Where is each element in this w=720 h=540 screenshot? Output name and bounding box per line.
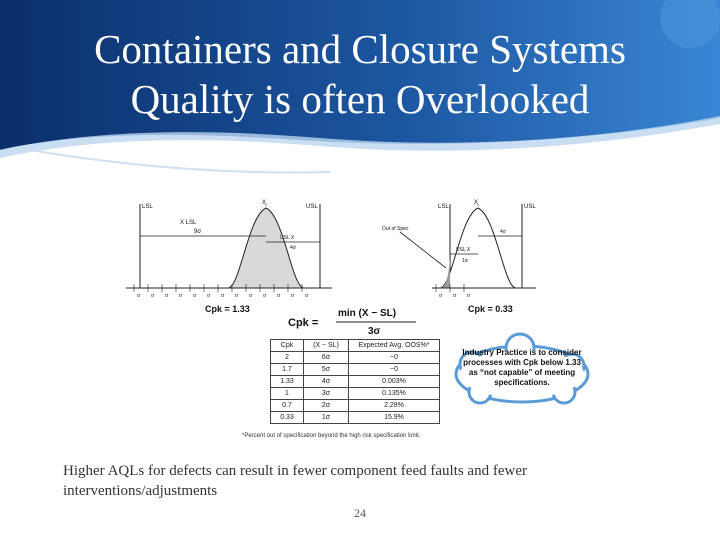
table-cell: 0.003%: [349, 376, 440, 388]
right-lsl-label: LSL: [438, 204, 449, 210]
left-sigma-tick-label: σ: [249, 293, 253, 299]
title-line-2: Quality is often Overlooked: [130, 76, 590, 122]
left-sigma-tick-label: σ: [263, 293, 267, 299]
slide-title: [0, 24, 720, 124]
cpk-reference-table: [270, 339, 440, 424]
left-sigma-tick-label: σ: [235, 293, 239, 299]
left-sigma-tick-label: σ: [291, 293, 295, 299]
cpk-figure: [120, 196, 600, 446]
table-cell: 6σ: [304, 352, 349, 364]
right-one-sigma-label: 1σ: [462, 258, 468, 264]
left-sigma-tick-label: σ: [151, 293, 155, 299]
left-sigma-tick-label: σ: [137, 293, 141, 299]
table-row: [271, 400, 440, 412]
formula-numerator: min (X − SL): [338, 308, 397, 319]
table-cell: 1: [271, 388, 304, 400]
right-usl-x-label: USL X: [456, 247, 471, 253]
table-cell: 0.135%: [349, 388, 440, 400]
page-number: 24: [354, 506, 366, 520]
table-row: [271, 388, 440, 400]
table-cell: 0.33: [271, 412, 304, 424]
table-row: [271, 412, 440, 424]
body-text: Higher AQLs for defects can result in fewer component feed faults and fewer interventions/adjustments: [63, 463, 527, 499]
table-cell: 2σ: [304, 400, 349, 412]
table-row: [271, 364, 440, 376]
table-cell: 1σ: [304, 412, 349, 424]
table-footnote: *Percent out of specification beyond the high risk specification limit.: [242, 433, 421, 439]
table-header-cell: Expected Avg. OOS%*: [349, 340, 440, 352]
table-cell: 4σ: [304, 376, 349, 388]
left-sigma-tick-label: σ: [207, 293, 211, 299]
table-cell: 3σ: [304, 388, 349, 400]
right-cpk-label: Cpk = 0.33: [468, 304, 513, 314]
left-four-sigma-label: 4σ: [290, 245, 296, 251]
table-header-cell: (X − SL): [304, 340, 349, 352]
left-sigma-tick-label: σ: [165, 293, 169, 299]
right-sigma-tick-label: σ: [453, 293, 457, 299]
out-of-spec-label: Out of Spec: [382, 226, 409, 232]
right-sigma-tick-label: σ: [439, 293, 443, 299]
callout-text: Industry Practice is to consider processes with Cpk below 1.33 as “not capable” of meeting specifications.: [462, 348, 582, 387]
table-cell: 1.33: [271, 376, 304, 388]
formula-lhs: Cpk =: [288, 317, 319, 329]
right-usl-label: USL: [524, 204, 536, 210]
right-sigma-tick-label: σ: [467, 293, 471, 299]
right-bell-curve: [440, 208, 516, 288]
right-xbar-label: X: [474, 200, 479, 206]
out-of-spec-pointer: [400, 232, 446, 268]
title-line-1: Containers and Closure Systems: [94, 26, 626, 72]
left-sigma-tick-label: σ: [193, 293, 197, 299]
right-four-sigma-label: 4σ: [500, 229, 506, 235]
left-sigma-tick-label: σ: [277, 293, 281, 299]
left-lsl-label: LSL: [142, 204, 153, 210]
cpk-table: [270, 339, 440, 424]
header-band: [0, 0, 720, 190]
table-cell: 0.7: [271, 400, 304, 412]
table-cell: ~0: [349, 352, 440, 364]
left-xbar-label: X: [262, 200, 267, 206]
table-cell: 2: [271, 352, 304, 364]
table-row: [271, 352, 440, 364]
left-sigma-tick-label: σ: [221, 293, 225, 299]
table-cell: ~0: [349, 364, 440, 376]
left-usl-label: USL: [306, 204, 318, 210]
left-distribution: [126, 200, 332, 314]
table-cell: 5σ: [304, 364, 349, 376]
left-xbar-lsl-label: X LSL: [180, 220, 197, 226]
formula-denominator: 3σ: [368, 326, 381, 337]
right-distribution: [382, 200, 536, 314]
table-cell: 15.9%: [349, 412, 440, 424]
cpk-formula: [288, 308, 416, 337]
left-cpk-label: Cpk = 1.33: [205, 304, 250, 314]
table-header-cell: Cpk: [271, 340, 304, 352]
left-sigma-tick-label: σ: [179, 293, 183, 299]
table-cell: 2.28%: [349, 400, 440, 412]
left-usl-x-label: USL X: [280, 235, 295, 241]
left-nine-sigma-label: 9σ: [194, 229, 202, 235]
left-sigma-tick-label: σ: [305, 293, 309, 299]
table-cell: 1.7: [271, 364, 304, 376]
table-header-row: [271, 340, 440, 352]
table-row: [271, 376, 440, 388]
